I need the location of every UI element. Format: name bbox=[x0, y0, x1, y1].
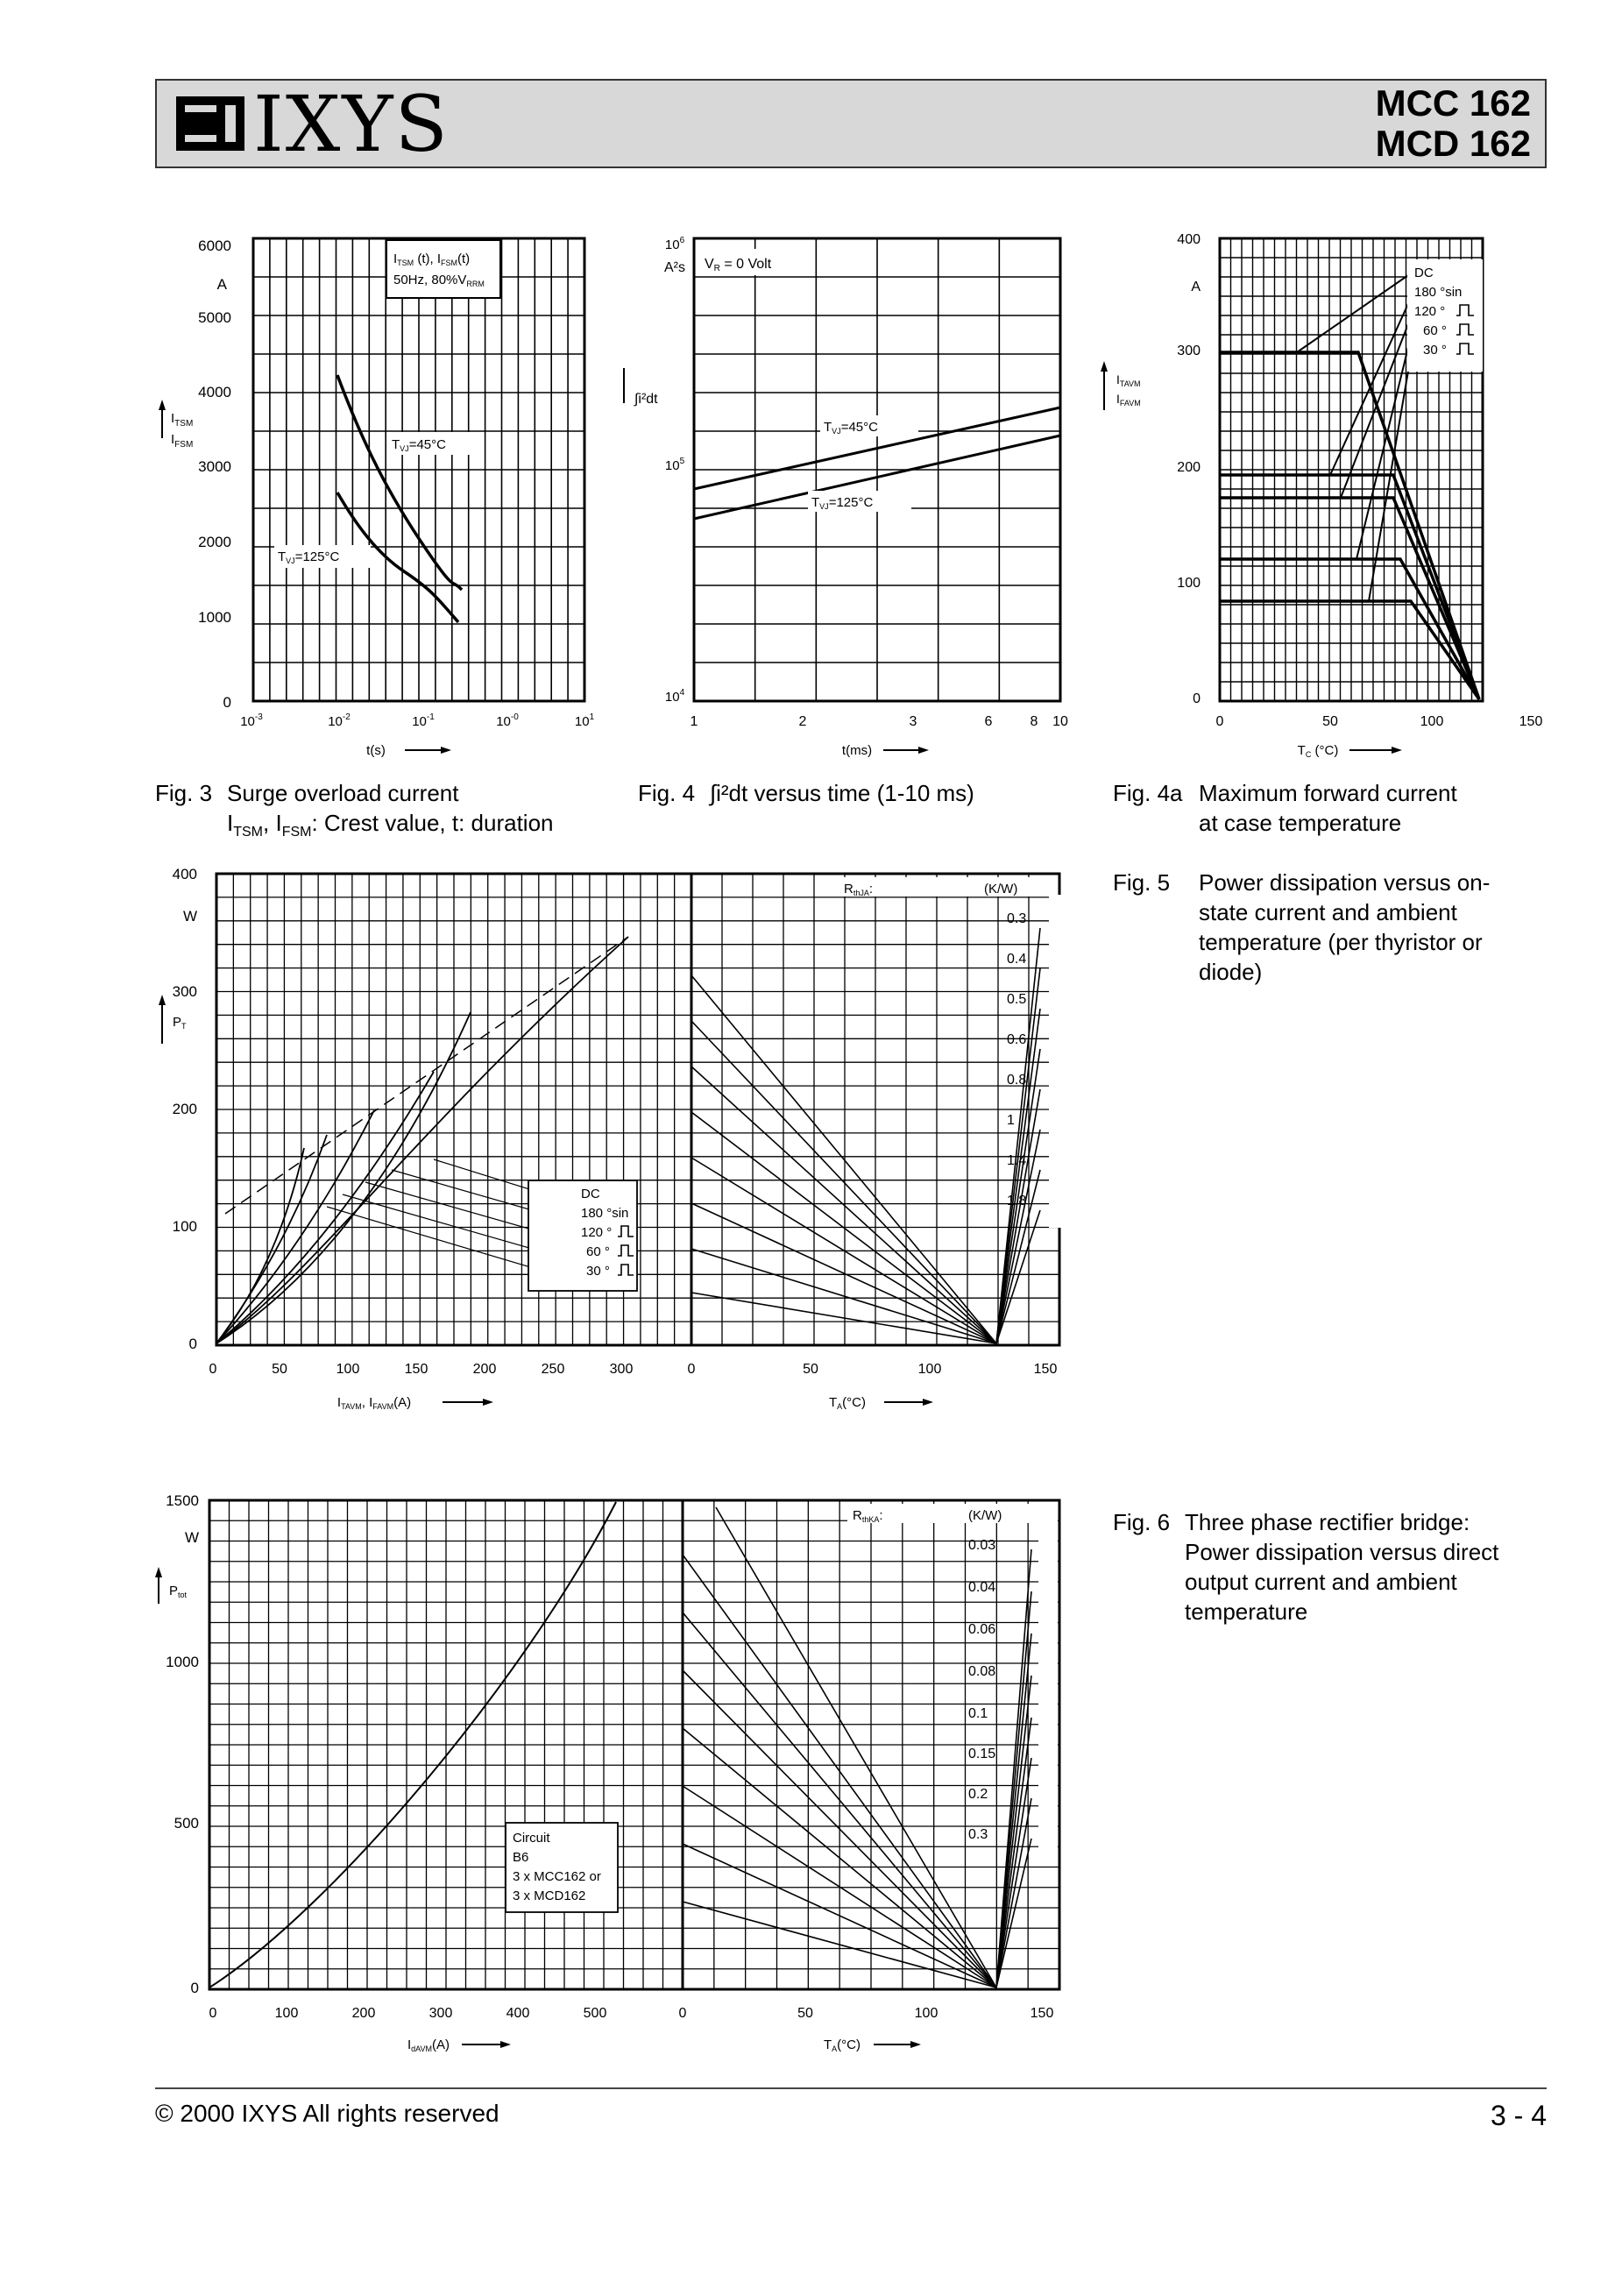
svg-text:0: 0 bbox=[678, 2006, 687, 2021]
svg-text:0.5: 0.5 bbox=[1007, 992, 1027, 1007]
svg-text:0: 0 bbox=[1193, 691, 1201, 706]
svg-text:150: 150 bbox=[1030, 2006, 1054, 2021]
svg-text:DC: DC bbox=[581, 1187, 600, 1201]
svg-text:0.15: 0.15 bbox=[968, 1747, 996, 1761]
svg-text:TC (°C): $T_C$ (°C) bbox=[1297, 743, 1339, 759]
svg-text:0.3: 0.3 bbox=[968, 1827, 988, 1842]
copyright-text: © 2000 IXYS All rights reserved bbox=[155, 2100, 499, 2127]
svg-text:RthJA:: $R_{thJA}$: bbox=[844, 882, 874, 897]
svg-text:120 °: 120 ° bbox=[1414, 304, 1446, 319]
svg-text:TA(°C): $T_A(^\circ C)$ bbox=[828, 1395, 867, 1411]
svg-text:ITSM (t), IFSM(t): $I_{TSM}$ (t), $I_{FSM}(t)$ bbox=[393, 252, 471, 267]
svg-text:PT: $P_T$ bbox=[173, 1015, 187, 1031]
fig3-xtick: $10^1$ bbox=[574, 712, 595, 729]
svg-text:300: 300 bbox=[429, 2006, 453, 2021]
fig4a-curve-dc bbox=[1220, 352, 1479, 699]
svg-text:6: 6 bbox=[984, 714, 993, 729]
svg-text:0: 0 bbox=[209, 1362, 217, 1377]
svg-text:1: 1 bbox=[1007, 1113, 1015, 1128]
svg-text:1000: 1000 bbox=[166, 1654, 199, 1670]
fig5-chart bbox=[155, 863, 1066, 1424]
svg-text:0.3: 0.3 bbox=[1007, 911, 1027, 926]
svg-text:0: 0 bbox=[209, 2006, 217, 2021]
svg-text:0.1: 0.1 bbox=[968, 1706, 988, 1721]
svg-text:106: $10^6$ bbox=[664, 236, 685, 252]
svg-text:0.8: 0.8 bbox=[1007, 1073, 1027, 1088]
fig3-ytick: 2000 bbox=[198, 534, 231, 550]
svg-text:0.06: 0.06 bbox=[968, 1622, 996, 1637]
fig3-xtick: $10^{-0}$ bbox=[496, 712, 519, 729]
svg-text:500: 500 bbox=[174, 1815, 199, 1832]
fig4a-curve-60 bbox=[1220, 559, 1479, 699]
svg-text:IFSM: $I_{FSM}$ bbox=[171, 432, 194, 450]
svg-text:50: 50 bbox=[1322, 714, 1338, 729]
fig4a-chart bbox=[1095, 228, 1551, 762]
svg-text:RthKA:: $R_{thKA}$: bbox=[853, 1508, 883, 1524]
svg-text:400: 400 bbox=[1177, 232, 1201, 247]
svg-text:30 °: 30 ° bbox=[586, 1264, 610, 1279]
fig3-xtick: $10^{-2}$ bbox=[328, 712, 351, 729]
svg-text:2: 2 bbox=[798, 714, 807, 729]
fig3-y-unit: A bbox=[216, 276, 227, 293]
svg-text:3 x MCC162 or: 3 x MCC162 or bbox=[513, 1869, 601, 1884]
svg-text:105: $10^5$ bbox=[664, 457, 685, 473]
svg-text:200: 200 bbox=[472, 1362, 497, 1377]
svg-text:0.4: 0.4 bbox=[1007, 952, 1027, 967]
svg-text:ITAVM, IFAVM(A): $I_{TAVM}$, $I_{FAVM}(A)$ bbox=[336, 1395, 412, 1411]
svg-text:(K/W): (K/W) bbox=[984, 882, 1018, 896]
svg-text:250: 250 bbox=[541, 1362, 565, 1377]
svg-text:300: 300 bbox=[1177, 344, 1201, 358]
fig3-caption: Fig. 3 Surge overload current $I_{TSM}$, $I_{FSM}$: Crest value, t: duration bbox=[155, 780, 554, 840]
svg-text:30 °: 30 ° bbox=[1423, 343, 1447, 358]
fig3-ytick: 5000 bbox=[198, 309, 231, 326]
fig3-ytick: 0 bbox=[223, 694, 231, 711]
fig3-x-label: t(s) bbox=[366, 743, 386, 758]
fig3-ytick: 3000 bbox=[198, 458, 231, 475]
svg-text:Ptot: $P_{tot}$ bbox=[169, 1584, 188, 1599]
svg-text:TVJ=45°C: $T_{VJ}=45^\circ C$ bbox=[392, 437, 446, 453]
svg-text:TVJ=45°C: $T_{VJ}=45^\circ C$ bbox=[824, 420, 878, 436]
svg-text:IdAVM(A): $I_{dAVM}(A)$ bbox=[407, 2037, 450, 2053]
svg-text:60 °: 60 ° bbox=[586, 1244, 610, 1259]
svg-text:8: 8 bbox=[1030, 714, 1038, 729]
svg-text:ITAVM: $I_{TAVM}$ bbox=[1116, 372, 1141, 388]
svg-text:400: 400 bbox=[506, 2006, 530, 2021]
svg-text:100: 100 bbox=[1177, 576, 1201, 591]
fig4a-curve-30 bbox=[1220, 601, 1479, 699]
svg-text:3: 3 bbox=[909, 714, 917, 729]
fig4-y-unit: A²s bbox=[664, 260, 685, 275]
svg-text:1.4: 1.4 bbox=[1007, 1153, 1027, 1168]
svg-text:50Hz, 80%VRRM: 50Hz, $80\%V_{RRM}$ bbox=[393, 273, 485, 288]
svg-text:W: W bbox=[184, 1529, 199, 1546]
svg-text:150: 150 bbox=[1519, 714, 1543, 729]
page-header bbox=[155, 79, 1547, 168]
svg-text:0.03: 0.03 bbox=[968, 1538, 996, 1553]
svg-text:200: 200 bbox=[1177, 460, 1201, 475]
fig3-xtick: $10^{-1}$ bbox=[412, 712, 435, 729]
svg-text:0: 0 bbox=[1215, 714, 1224, 729]
svg-text:300: 300 bbox=[172, 983, 197, 1000]
svg-text:100: 100 bbox=[1420, 714, 1444, 729]
svg-text:0: 0 bbox=[188, 1336, 197, 1352]
svg-text:300: 300 bbox=[609, 1362, 634, 1377]
svg-text:B6: B6 bbox=[513, 1850, 529, 1865]
fig3-chart bbox=[155, 228, 611, 762]
svg-text:0.08: 0.08 bbox=[968, 1664, 996, 1679]
svg-text:0.2: 0.2 bbox=[968, 1787, 988, 1802]
ixys-logo-mark-icon bbox=[176, 96, 244, 151]
svg-text:ITSM: $I_{TSM}$ bbox=[171, 411, 194, 429]
fig3-ytick: 4000 bbox=[198, 384, 231, 400]
svg-text:3 x MCD162: 3 x MCD162 bbox=[513, 1889, 586, 1903]
svg-text:100: 100 bbox=[917, 1362, 942, 1377]
svg-text:200: 200 bbox=[172, 1101, 197, 1117]
svg-text:100: 100 bbox=[914, 2006, 938, 2021]
svg-text:W: W bbox=[182, 908, 197, 925]
svg-text:1.8: 1.8 bbox=[1007, 1194, 1027, 1208]
svg-text:VR = 0 Volt: VR = 0 Volt bbox=[705, 257, 772, 273]
part-number-mcd: MCD 162 bbox=[1375, 123, 1531, 164]
svg-text:150: 150 bbox=[1033, 1362, 1058, 1377]
ixys-logo-text: IXYS bbox=[253, 79, 450, 169]
svg-text:400: 400 bbox=[172, 866, 197, 882]
svg-text:60 °: 60 ° bbox=[1423, 323, 1447, 338]
fig5-caption: Fig. 5 Power dissipation versus on- state current and ambient temperature (per thyristor or diode) bbox=[1113, 869, 1491, 985]
footer-divider bbox=[155, 2087, 1547, 2089]
fig4-caption: Fig. 4 ∫i²dt versus time (1-10 ms) bbox=[638, 780, 974, 806]
svg-text:180 °sin: 180 °sin bbox=[581, 1206, 629, 1221]
svg-text:(K/W): (K/W) bbox=[968, 1508, 1002, 1523]
fig4-y-label: ∫i²dt bbox=[634, 392, 658, 407]
svg-text:1500: 1500 bbox=[166, 1492, 199, 1509]
svg-text:Circuit: Circuit bbox=[513, 1831, 550, 1846]
svg-text:0: 0 bbox=[687, 1362, 696, 1377]
svg-text:104: $10^4$ bbox=[664, 688, 685, 705]
svg-text:100: 100 bbox=[274, 2006, 299, 2021]
fig3-ytick: 1000 bbox=[198, 609, 231, 626]
svg-text:TA(°C): $T_A(^\circ C)$ bbox=[823, 2037, 861, 2053]
svg-text:100: 100 bbox=[336, 1362, 360, 1377]
svg-text:50: 50 bbox=[797, 2006, 813, 2021]
svg-text:IFAVM: $I_{FAVM}$ bbox=[1116, 392, 1141, 407]
svg-text:200: 200 bbox=[351, 2006, 376, 2021]
svg-text:500: 500 bbox=[583, 2006, 607, 2021]
fig4-chart bbox=[634, 228, 1078, 762]
svg-text:0: 0 bbox=[190, 1980, 199, 1996]
fig4a-caption: Fig. 4a Maximum forward current at case temperature bbox=[1113, 780, 1457, 836]
fig3-xtick: $10^{-3}$ bbox=[240, 712, 263, 729]
fig6-caption: Fig. 6 Three phase rectifier bridge: Power dissipation versus direct output current and ambient temperature bbox=[1113, 1509, 1499, 1625]
svg-text:180 °sin: 180 °sin bbox=[1414, 285, 1463, 300]
svg-text:0.04: 0.04 bbox=[968, 1580, 996, 1595]
svg-text:TVJ=125°C: $T_{VJ}=125^\circ C$ bbox=[811, 495, 874, 511]
svg-text:120 °: 120 ° bbox=[581, 1225, 613, 1240]
svg-text:50: 50 bbox=[272, 1362, 287, 1377]
svg-text:10: 10 bbox=[1052, 714, 1068, 729]
fig4-x-label: t(ms) bbox=[841, 743, 873, 758]
svg-text:100: 100 bbox=[172, 1218, 197, 1235]
fig6-chart bbox=[155, 1490, 1066, 2051]
svg-text:50: 50 bbox=[803, 1362, 818, 1377]
fig4a-y-unit: A bbox=[1191, 280, 1201, 294]
svg-text:0.6: 0.6 bbox=[1007, 1032, 1027, 1047]
svg-text:1: 1 bbox=[690, 714, 698, 729]
svg-text:TVJ=125°C: $T_{VJ}=125^\circ C$ bbox=[278, 549, 340, 565]
page-number: 3 - 4 bbox=[1490, 2100, 1547, 2131]
svg-text:DC: DC bbox=[1414, 266, 1434, 280]
svg-text:150: 150 bbox=[404, 1362, 429, 1377]
fig3-ytick: 6000 bbox=[198, 237, 231, 254]
part-number-mcc: MCC 162 bbox=[1375, 82, 1531, 124]
